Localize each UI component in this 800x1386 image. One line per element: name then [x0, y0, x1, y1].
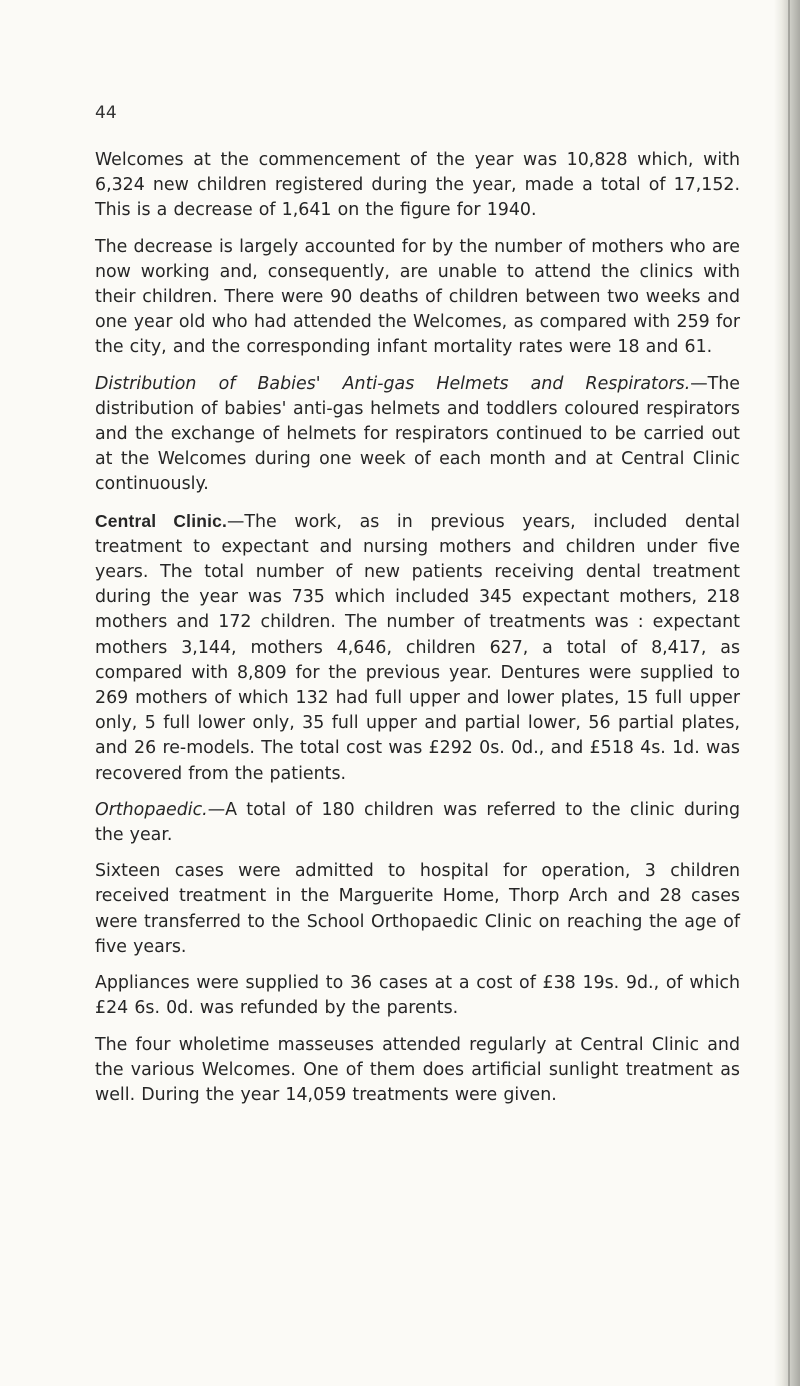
paragraph-central-clinic	[95, 509, 740, 787]
section-text-anti-gas: —The distribution of babies' anti-gas helmets and toddlers coloured respirators and the exchange of helmets for respirators continued to be carried out at the Welcomes during one week of each month and at Central Clinic continuously.	[95, 373, 740, 495]
paragraph-decrease-explanation: The decrease is largely accounted for by the number of mothers who are now working and, consequently, are unable to attend the clinics with their children. There were 90 deaths of children between two weeks and one year old who had attended the Welcomes, as compared with 259 for the city, and the corresponding infant mortality rates were 18 and 61.	[95, 236, 740, 358]
section-text-orthopaedic: —A total of 180 children was referred to the clinic during the year.	[95, 799, 740, 846]
page-edge-line	[788, 0, 790, 1386]
paragraph-masseuses: The four wholetime masseuses attended regularly at Central Clinic and the various Welcomes. One of them does artificial sunlight treatment as well. During the year 14,059 treatments were given.	[95, 1034, 740, 1105]
section-heading-orthopaedic: Orthopaedic.	[95, 799, 208, 820]
page-edge-shadow	[774, 0, 800, 1386]
document-body	[95, 148, 740, 1119]
paragraph-orthopaedic	[95, 798, 740, 848]
section-text-central-clinic: —The work, as in previous years, included dental treatment to expectant and nursing mothers and children under five years. The total number of new patients receiving dental treatment during the year was 735 which included 345 expectant mothers, 218 mothers and 172 children. The number of treatments was : expectant mothers 3,144, mothers 4,646, children 627, a total of 8,417, as compared with 8,809 for the previous year. Dentures were supplied to 269 mothers of which 132 had full upper and lower plates, 15 full upper only, 5 full lower only, 35 full upper and partial lower, 56 partial plates, and 26 re-models. The total cost was £292 0s. 0d., and £518 4s. 1d. was recovered from the patients.	[95, 511, 741, 784]
paragraph-appliances: Appliances were supplied to 36 cases at a cost of £38 19s. 9d., of which £24 6s. 0d. was refunded by the parents.	[95, 973, 740, 1019]
paragraph-welcomes-total: Welcomes at the commencement of the year was 10,828 which, with 6,324 new children registered during the year, made a total of 17,152. This is a decrease of 1,641 on the figure for 1940.	[95, 150, 740, 221]
section-heading-central-clinic: Central Clinic.	[95, 510, 228, 531]
paragraph-hospital-cases: Sixteen cases were admitted to hospital for operation, 3 children received treatment in the Marguerite Home, Thorp Arch and 28 cases were transferred to the School Orthopaedic Clinic on reaching the age of five years.	[95, 861, 740, 957]
paragraph-anti-gas-helmets	[95, 372, 740, 498]
section-heading-anti-gas: Distribution of Babies' Anti-gas Helmets and Respirators.	[95, 373, 691, 394]
page-number: 44	[95, 103, 117, 123]
